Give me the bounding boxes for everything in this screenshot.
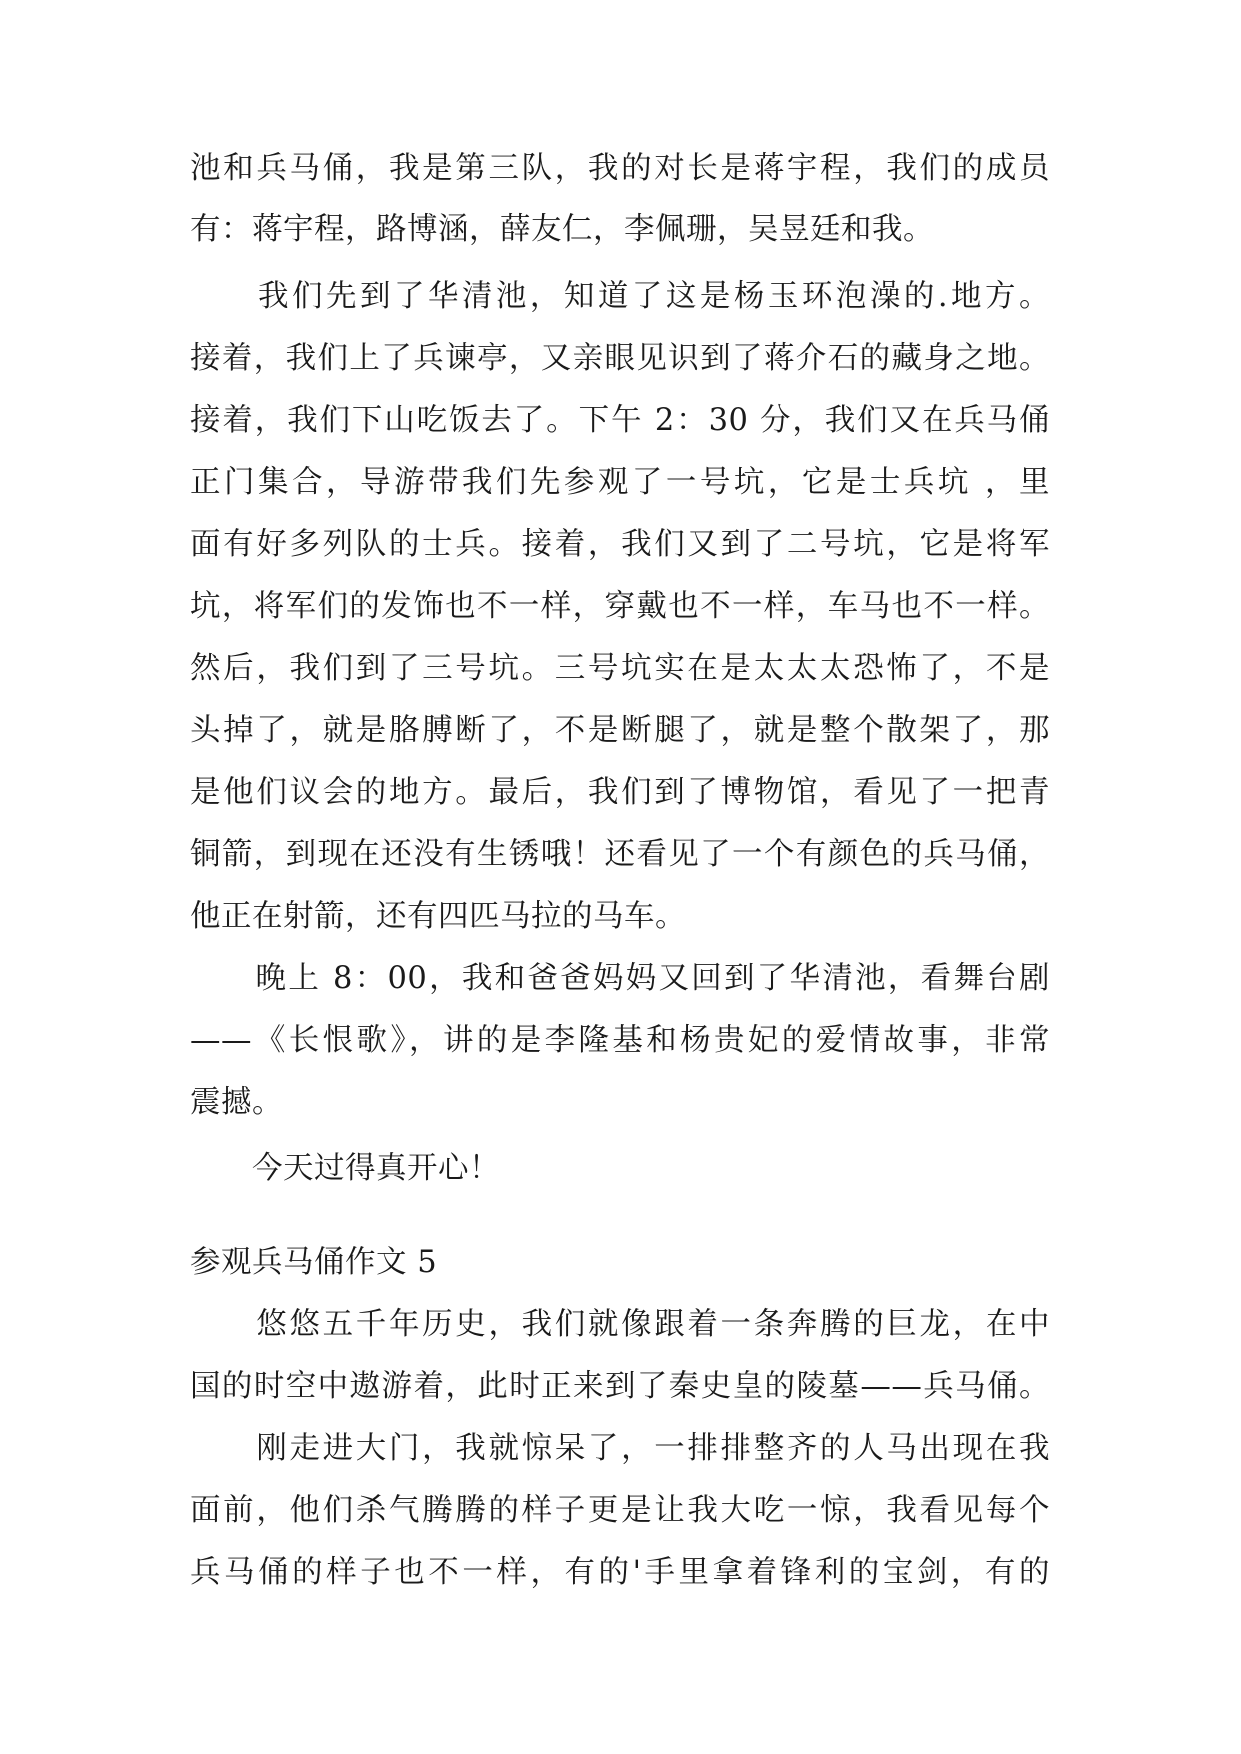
text-line: 接着，我们上了兵谏亭，又亲眼见识到了蒋介石的藏身之地。: [190, 341, 1050, 376]
text-line: 然后，我们到了三号坑。三号坑实在是太太太恐怖了，不是: [190, 651, 1050, 686]
text-line: 头掉了，就是胳膊断了，不是断腿了，就是整个散架了，那: [190, 713, 1050, 748]
text-line: 池和兵马俑，我是第三队，我的对长是蒋宇程，我们的成员: [190, 151, 1050, 186]
text-line: 震撼。: [190, 1085, 283, 1120]
text-line: ——《长恨歌》，讲的是李隆基和杨贵妃的爱情故事，非常: [190, 1023, 1050, 1058]
text-line: 悠悠五千年历史，我们就像跟着一条奔腾的巨龙，在中: [190, 1307, 1050, 1342]
text-line: 面前，他们杀气腾腾的样子更是让我大吃一惊，我看见每个: [190, 1493, 1050, 1528]
text-line: 有：蒋宇程，路博涵，薛友仁，李佩珊，吴昱廷和我。: [190, 212, 934, 247]
text-line: 接着，我们下山吃饭去了。下午 2：30 分，我们又在兵马俑: [190, 403, 1050, 438]
text-line: 坑，将军们的发饰也不一样，穿戴也不一样，车马也不一样。: [190, 589, 1050, 624]
text-line: 国的时空中遨游着，此时正来到了秦史皇的陵墓——兵马俑。: [190, 1369, 1050, 1404]
section-heading: 参观兵马俑作文 5: [190, 1245, 438, 1280]
text-line: 正门集合，导游带我们先参观了一号坑，它是士兵坑 ，里: [190, 465, 1050, 500]
text-line: 今天过得真开心！: [190, 1151, 500, 1186]
text-line: 兵马俑的样子也不一样，有的'手里拿着锋利的宝剑，有的: [190, 1555, 1050, 1590]
text-line: 刚走进大门，我就惊呆了，一排排整齐的人马出现在我: [190, 1431, 1050, 1466]
text-line: 是他们议会的地方。最后，我们到了博物馆，看见了一把青: [190, 775, 1050, 810]
text-line: 他正在射箭，还有四匹马拉的马车。: [190, 899, 686, 934]
text-line: 我们先到了华清池，知道了这是杨玉环泡澡的.地方。: [190, 279, 1050, 314]
text-line: 晚上 8：00，我和爸爸妈妈又回到了华清池，看舞台剧: [190, 961, 1050, 996]
text-line: 面有好多列队的士兵。接着，我们又到了二号坑，它是将军: [190, 527, 1050, 562]
text-line: 铜箭，到现在还没有生锈哦！还看见了一个有颜色的兵马俑，: [190, 837, 1050, 872]
